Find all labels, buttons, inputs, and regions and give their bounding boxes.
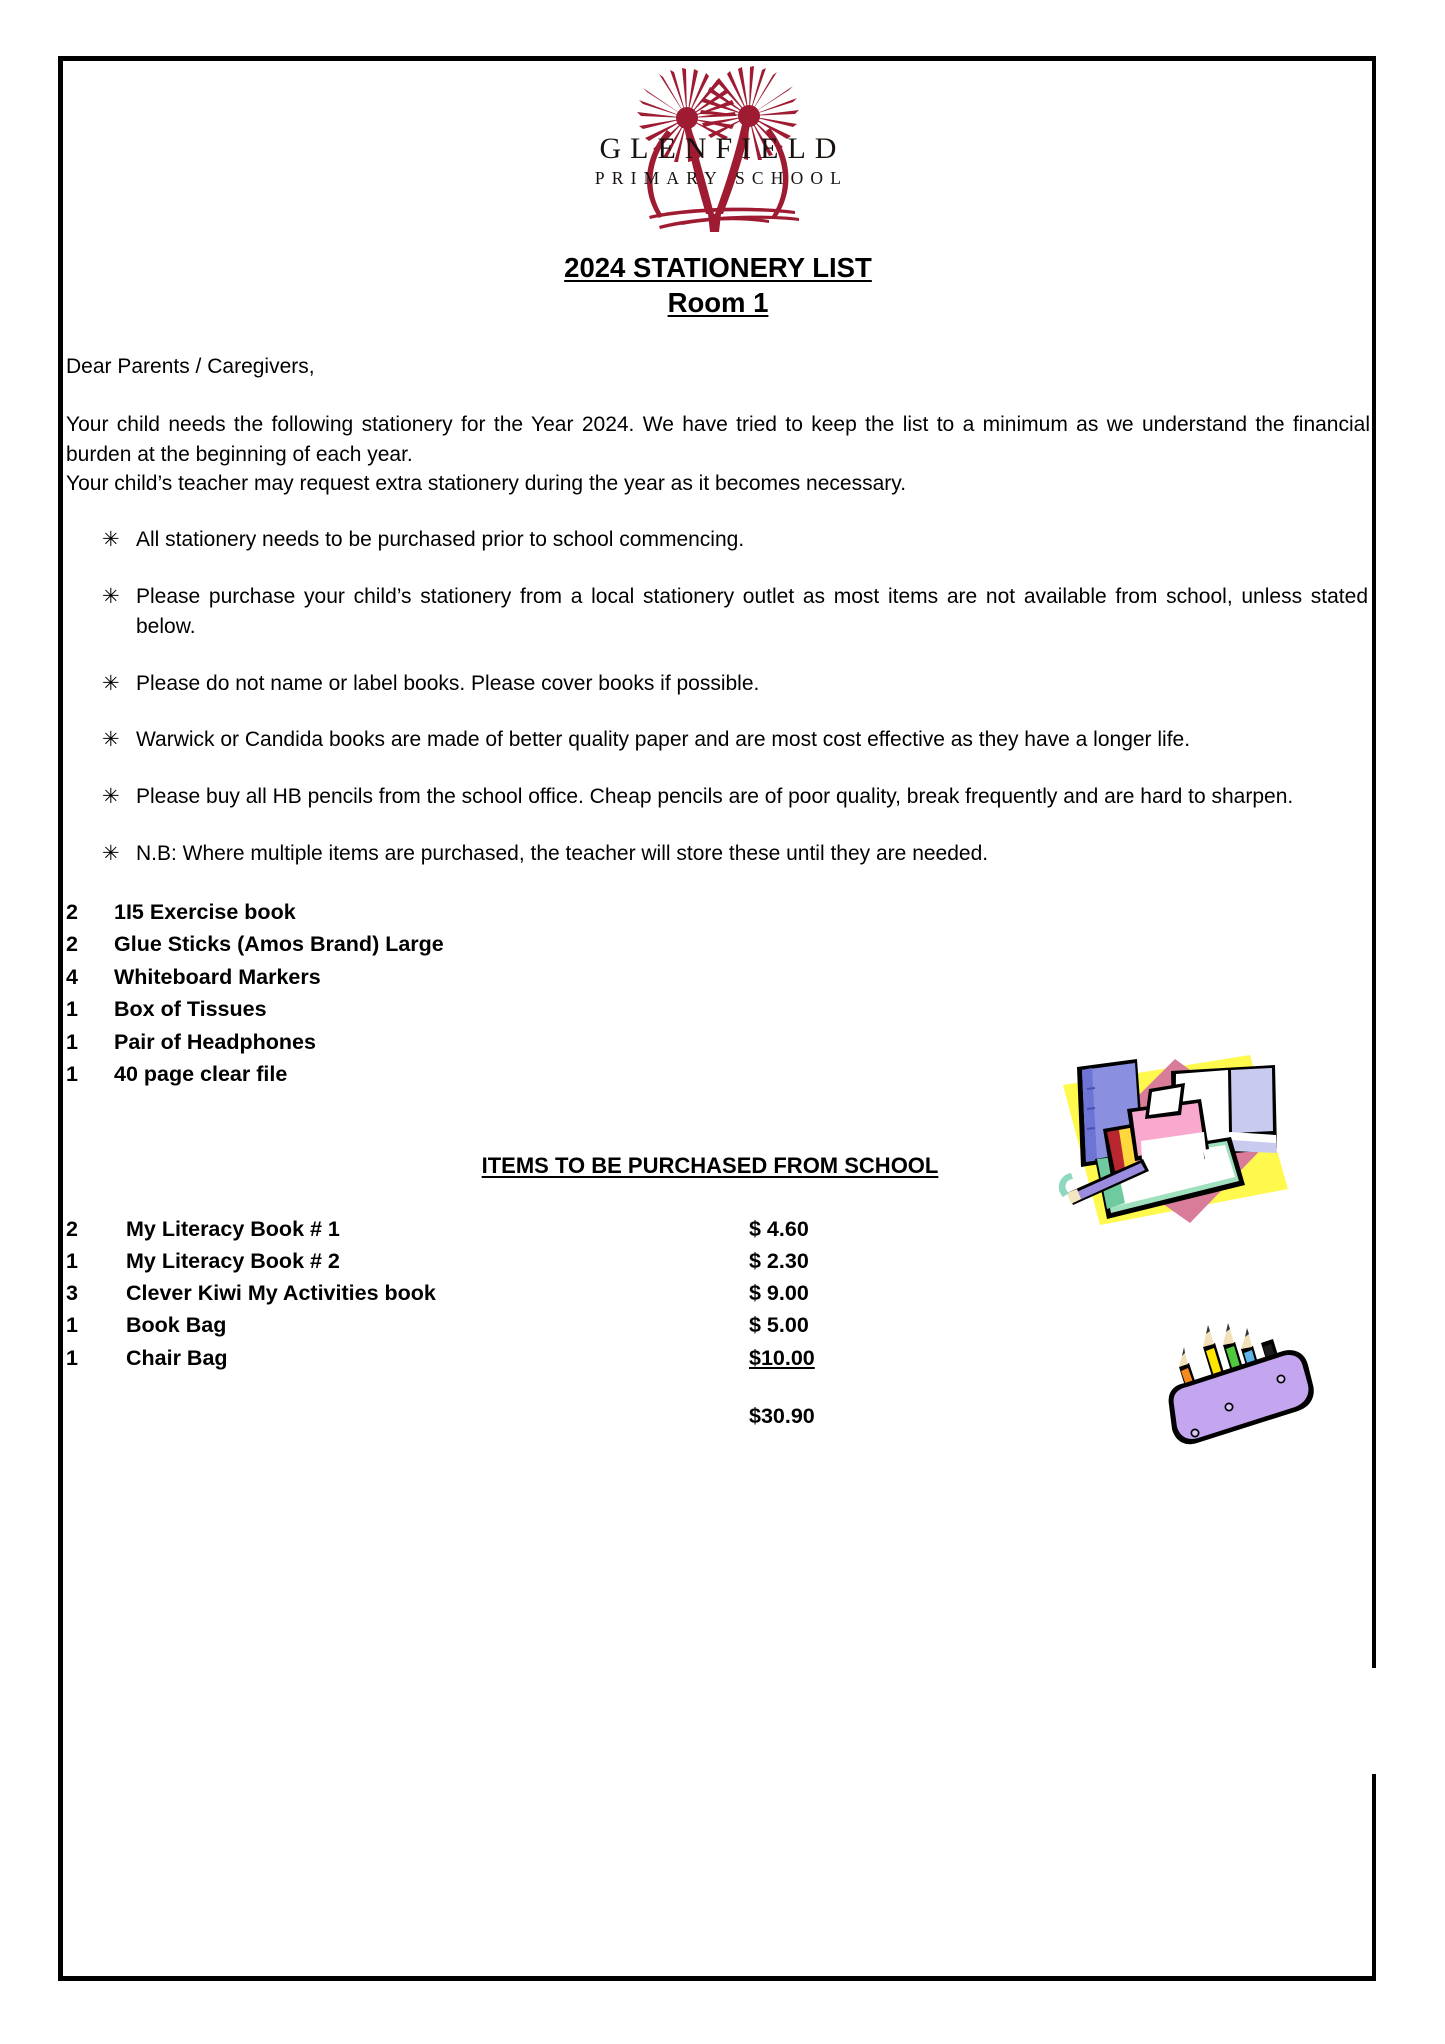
table-row bbox=[66, 993, 1370, 1025]
list-item bbox=[66, 725, 1370, 755]
item-name: Clever Kiwi My Activities book bbox=[126, 1281, 436, 1306]
item-price: $ 2.30 bbox=[749, 1248, 809, 1273]
item-quantity: 2 bbox=[66, 932, 78, 957]
bullet-text: N.B: Where multiple items are purchased, the teacher will store these until they are needed. bbox=[136, 842, 989, 866]
list-item bbox=[66, 782, 1370, 812]
item-quantity: 4 bbox=[66, 964, 78, 989]
item-name: My Literacy Book # 2 bbox=[126, 1248, 340, 1273]
title-line-1: 2024 STATIONERY LIST bbox=[564, 252, 872, 283]
intro-paragraph-1: Your child needs the following stationery for the Year 2024. We have tried to keep the list to a minimum as we understand the financial burden at the beginning of each year. bbox=[66, 412, 1370, 466]
bullet-text: Please buy all HB pencils from the school office. Cheap pencils are of poor quality, break frequently and are hard to sharpen. bbox=[136, 785, 1294, 809]
asterisk-bullet-icon: ✳ bbox=[102, 670, 120, 695]
item-name: Chair Bag bbox=[126, 1345, 228, 1370]
page-border-left bbox=[58, 56, 63, 1981]
item-price: $ 4.60 bbox=[749, 1216, 809, 1241]
item-quantity: 1 bbox=[66, 1345, 78, 1370]
salutation: Dear Parents / Caregivers, bbox=[66, 355, 315, 379]
instructions-list bbox=[66, 525, 1370, 869]
table-row bbox=[66, 1245, 1370, 1277]
bullet-text: All stationery needs to be purchased prior to school commencing. bbox=[136, 528, 745, 552]
item-quantity: 2 bbox=[66, 1216, 78, 1241]
item-name: 40 page clear file bbox=[114, 1062, 288, 1087]
books-stack-clipart-icon bbox=[1045, 1037, 1310, 1242]
item-name: Pair of Headphones bbox=[114, 1029, 316, 1054]
total-amount: $30.90 bbox=[749, 1403, 815, 1428]
table-row bbox=[66, 1277, 1370, 1309]
nikau-palm-logo-icon bbox=[563, 66, 873, 236]
list-item bbox=[66, 669, 1370, 699]
item-name: Glue Sticks (Amos Brand) Large bbox=[114, 932, 444, 957]
intro-paragraphs bbox=[66, 410, 1370, 499]
item-quantity: 1 bbox=[66, 1313, 78, 1338]
document-body bbox=[66, 58, 1370, 1978]
bullet-text: Please purchase your child’s stationery from a local stationery outlet as most items are not available from school, unless stated below. bbox=[136, 584, 1368, 638]
item-quantity: 1 bbox=[66, 1248, 78, 1273]
list-item bbox=[66, 582, 1370, 642]
page-title bbox=[66, 250, 1370, 320]
title-line-2: Room 1 bbox=[667, 287, 769, 319]
asterisk-bullet-icon: ✳ bbox=[102, 727, 120, 752]
asterisk-bullet-icon: ✳ bbox=[102, 841, 120, 866]
school-items-heading-text: ITEMS TO BE PURCHASED FROM SCHOOL bbox=[481, 1152, 939, 1178]
asterisk-bullet-icon: ✳ bbox=[102, 784, 120, 809]
logo-school-name: GLENFIELD bbox=[599, 132, 846, 165]
table-row bbox=[66, 896, 1370, 928]
item-quantity: 1 bbox=[66, 1062, 78, 1087]
total-spacer bbox=[66, 1404, 749, 1429]
bullet-text: Please do not name or label books. Please cover books if possible. bbox=[136, 671, 760, 695]
item-price: $ 9.00 bbox=[749, 1281, 809, 1306]
page-border-right-lower bbox=[1372, 1774, 1376, 1981]
item-name: Book Bag bbox=[126, 1313, 227, 1338]
pencil-case-clipart-icon bbox=[1163, 1323, 1323, 1451]
item-quantity: 3 bbox=[66, 1281, 78, 1306]
table-row bbox=[66, 928, 1370, 960]
asterisk-bullet-icon: ✳ bbox=[102, 527, 120, 552]
item-price: $ 5.00 bbox=[749, 1313, 809, 1338]
item-name: Box of Tissues bbox=[114, 997, 267, 1022]
list-item bbox=[66, 525, 1370, 555]
item-name: My Literacy Book # 1 bbox=[126, 1216, 340, 1241]
item-quantity: 1 bbox=[66, 997, 78, 1022]
list-item bbox=[66, 839, 1370, 869]
item-quantity: 2 bbox=[66, 899, 78, 924]
item-quantity: 1 bbox=[66, 1029, 78, 1054]
logo-graphic-wrap bbox=[563, 66, 873, 236]
school-logo bbox=[66, 58, 1370, 236]
item-price: $10.00 bbox=[749, 1345, 815, 1370]
item-name: Whiteboard Markers bbox=[114, 964, 321, 989]
table-row bbox=[66, 961, 1370, 993]
asterisk-bullet-icon: ✳ bbox=[102, 583, 120, 608]
page-border-right-upper bbox=[1372, 56, 1376, 1668]
intro-paragraph-2: Your child’s teacher may request extra stationery during the year as it becomes necessary. bbox=[66, 472, 907, 496]
logo-school-subtitle: PRIMARY SCHOOL bbox=[594, 167, 849, 188]
bullet-text: Warwick or Candida books are made of better quality paper and are most cost effective as they have a longer life. bbox=[136, 728, 1191, 752]
item-name: 1I5 Exercise book bbox=[114, 899, 296, 924]
